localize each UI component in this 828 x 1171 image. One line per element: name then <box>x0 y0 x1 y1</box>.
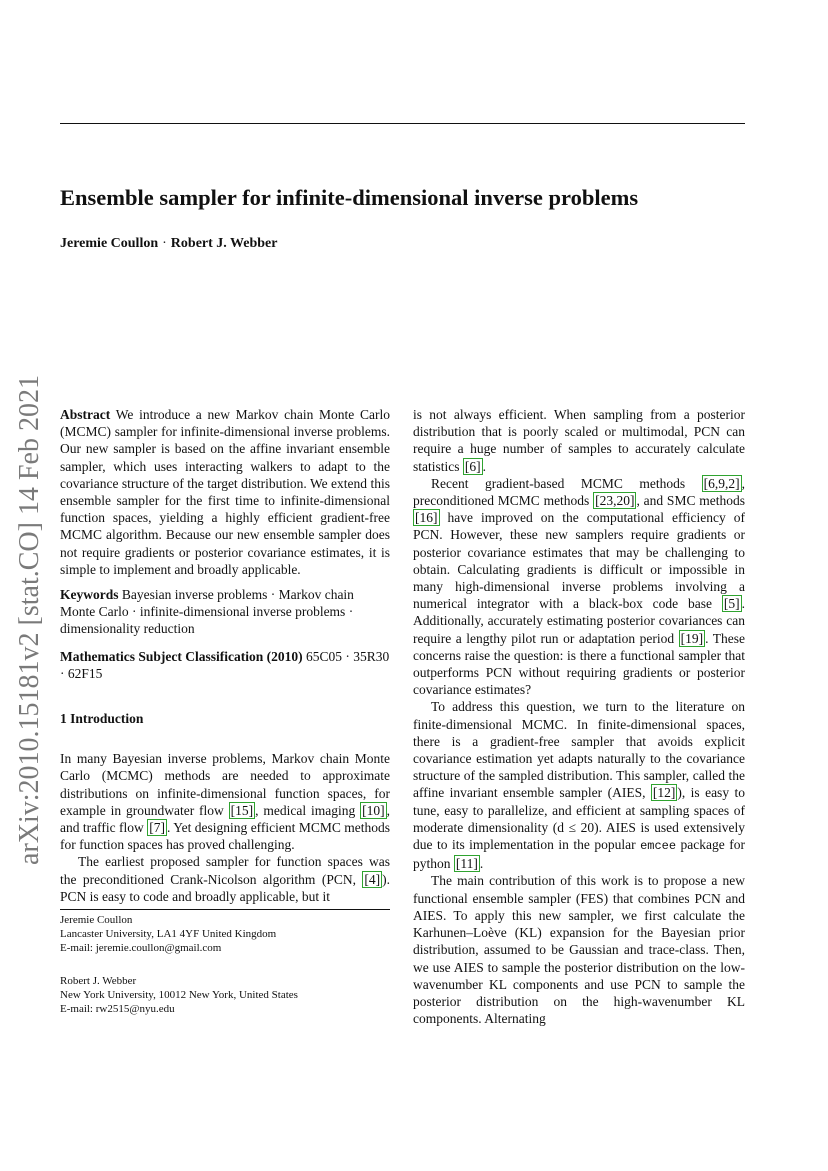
citation-link[interactable]: [19] <box>680 630 704 646</box>
keywords-label: Keywords <box>60 587 119 603</box>
text-run: have improved on the computational efficiency of PCN. However, these new samplers require gradients or posterior covariance estimates that may be challenging to obtain. Calculating gradients is difficult or impossible in many high-dimensional inverse problems involving a numerical integrator with a black-box code base <box>413 510 745 612</box>
text-run: ). PCN is easy to code and broadly applicable, but it <box>60 871 390 904</box>
citation-link[interactable]: [6,9,2] <box>703 475 740 491</box>
right-column <box>413 406 745 1027</box>
author-name: Robert J. Webber <box>170 236 278 251</box>
arxiv-watermark <box>10 365 50 875</box>
intro-paragraph <box>60 750 390 853</box>
code-term: emcee <box>640 839 677 854</box>
paper-title: Ensemble sampler for infinite-dimensional inverse problems <box>60 185 639 210</box>
author-line <box>60 236 277 252</box>
citation-link[interactable]: [4] <box>364 871 381 887</box>
text-run: To address this question, we turn to the literature on finite-dimensional MCMC. In finite-dimensional spaces, there is a gradient-free sampler that avoids explicit covariance estimation yet adapts naturally to the covariance structure of the sampled distribution. This sampler, called the affine invariant ensemble sampler (AIES, <box>413 699 745 801</box>
section-heading: 1 Introduction <box>60 711 144 727</box>
footnote-affiliation: New York University, 10012 New York, United States <box>60 989 298 1002</box>
abstract <box>60 406 390 578</box>
footnote-email[interactable]: E-mail: rw2515@nyu.edu <box>60 1003 175 1016</box>
text-run: is not always efficient. When sampling from a posterior distribution that is poorly scaled or multimodal, PCN can require a huge number of samples to accurately calculate statistics <box>413 407 745 474</box>
citation-link[interactable]: [11] <box>455 856 478 872</box>
citation-link[interactable]: [7] <box>149 820 165 836</box>
arxiv-identifier: arXiv:2010.15181v2 [stat.CO] 14 Feb 2021 <box>14 375 45 865</box>
text-run: , and traffic flow <box>60 802 390 836</box>
abstract-label: Abstract <box>60 407 111 422</box>
citation-link[interactable]: [12] <box>652 785 676 801</box>
body-paragraph <box>413 475 745 699</box>
citation-link[interactable]: [16] <box>415 510 438 526</box>
text-run: . Yet designing efficient MCMC methods for function spaces has proved challenging. <box>60 820 390 853</box>
msc-codes: 65C05 · 35R30 · 62F15 <box>60 648 390 681</box>
keywords <box>60 586 390 638</box>
citation-link[interactable]: [5] <box>723 596 740 612</box>
body-paragraph <box>413 698 745 872</box>
text-run: ), is easy to tune, easy to parallelize, and efficient at sampling spaces of moderate dimensionality (d ≤ 20). AIES is used extensively due to its implementation in the popular <box>413 785 745 853</box>
author-footnote <box>60 974 390 1016</box>
footnote-name: Jeremie Coullon <box>60 914 133 927</box>
footnote-rule <box>60 909 390 910</box>
author-name: Jeremie Coullon <box>60 236 159 251</box>
footnote-affiliation: Lancaster University, LA1 4YF United Kingdom <box>60 928 277 941</box>
msc-label: Mathematics Subject Classification (2010) <box>60 648 303 664</box>
body-paragraph <box>413 406 745 475</box>
text-run: , medical imaging <box>255 802 361 818</box>
text-run: The earliest proposed sampler for function spaces was the preconditioned Crank-Nicolson algorithm (PCN, <box>60 854 390 887</box>
text-run: Recent gradient-based MCMC methods <box>431 475 702 491</box>
text-run: , preconditioned MCMC methods <box>413 475 745 509</box>
author-footnote <box>60 913 390 955</box>
text-run: In many Bayesian inverse problems, Markov chain Monte Carlo (MCMC) methods are needed to approximate distributions on infinite-dimensional function spaces, for example in groundwater flow <box>60 751 390 818</box>
author-separator: · <box>162 236 167 251</box>
text-run: . These concerns raise the question: is there a functional sampler that outperforms PCN without requiring gradients or posterior covariance estimates? <box>413 630 745 698</box>
text-run: , and SMC methods <box>636 493 745 509</box>
citation-link[interactable]: [10] <box>362 802 385 818</box>
intro-paragraph <box>60 853 390 905</box>
header-rule <box>60 123 745 125</box>
text-run: . Additionally, accurately estimating posterior covariances can require a lengthy pilot run or adaptation period <box>413 596 745 646</box>
text-run: . <box>482 458 486 474</box>
citation-link[interactable]: [15] <box>230 802 254 818</box>
subject-classification <box>60 648 390 682</box>
body-paragraph: The main contribution of this work is to propose a new functional ensemble sampler (FES) that combines PCN and AIES. To apply this new sampler, we first calculate the Karhunen–Loève (KL) expansion for the Bayesian prior distribution, assumed to be Gaussian and trace-class. Then, we use AIES to sample the posterior distribution on the low-wavenumber KL components and use PCN to sample the posterior distribution on the high-wavenumber KL components. Alternating <box>413 873 745 1027</box>
footnote-email[interactable]: E-mail: jeremie.coullon@gmail.com <box>60 942 222 955</box>
left-column <box>60 406 390 1016</box>
text-run: . <box>479 856 484 872</box>
abstract-text: We introduce a new Markov chain Monte Carlo (MCMC) sampler for infinite-dimensional inverse problems. Our new sampler is based on the affine invariant ensemble sampler, which uses interacting walkers to adapt to the covariance structure of the target distribution. We extend this ensemble sampler for the first time to infinite-dimensional function spaces, yielding a highly efficient gradient-free MCMC algorithm. Because our new ensemble sampler does not require gradients or posterior covariance estimates, it is simple to implement and broadly applicable. <box>60 407 390 577</box>
keywords-text: Bayesian inverse problems · Markov chain Monte Carlo · infinite-dimensional inverse problems · dimensionality reduction <box>60 587 354 637</box>
text-run: package for python <box>413 837 745 872</box>
citation-link[interactable]: [23,20] <box>595 493 635 509</box>
citation-link[interactable]: [6] <box>464 458 481 474</box>
footnote-name: Robert J. Webber <box>60 975 137 988</box>
